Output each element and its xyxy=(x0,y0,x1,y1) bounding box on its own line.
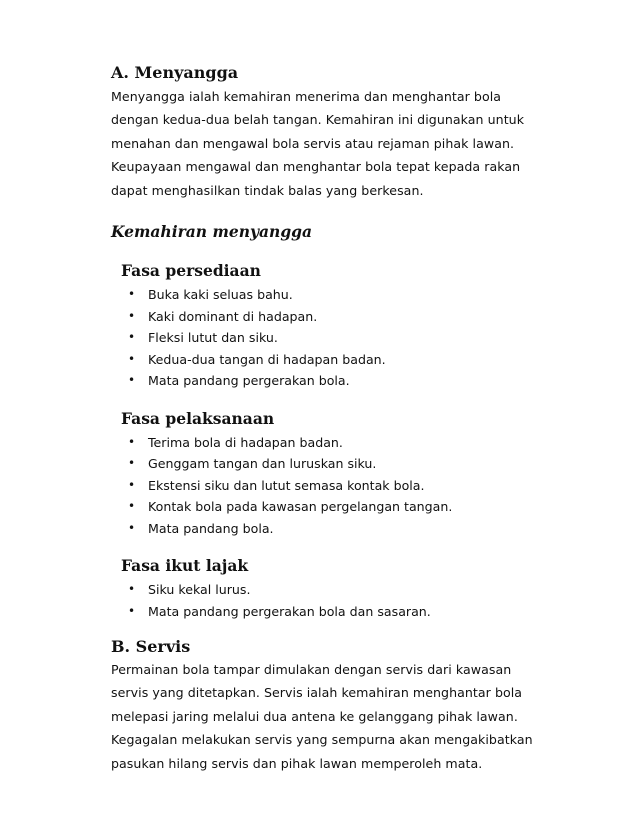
phase-follow-through xyxy=(121,555,581,622)
list-item-text: Kontak bola pada kawasan pergelangan tangan. xyxy=(148,499,453,515)
list-item xyxy=(121,496,581,518)
section-b xyxy=(111,636,581,775)
section-a-heading: A. Menyangga xyxy=(111,63,239,82)
list-item xyxy=(121,518,581,540)
phase-title: Fasa persediaan xyxy=(121,261,261,281)
list-item xyxy=(121,432,581,454)
list-item xyxy=(121,579,581,601)
list-item-text: Mata pandang pergerakan bola. xyxy=(148,373,350,389)
section-b-paragraph xyxy=(111,658,581,775)
bullet-icon: • xyxy=(128,582,136,597)
list-item xyxy=(121,475,581,497)
section-a-paragraph xyxy=(111,85,581,202)
list-item xyxy=(121,284,581,306)
paragraph-line: melepasi jaring melalui dua antena ke gelanggang pihak lawan. xyxy=(111,708,518,724)
bullet-icon: • xyxy=(128,477,136,492)
list-item-text: Mata pandang pergerakan bola dan sasaran. xyxy=(148,603,431,619)
skills-heading: Kemahiran menyangga xyxy=(111,222,313,242)
list-item-text: Kedua-dua tangan di hadapan badan. xyxy=(148,351,386,367)
list-item xyxy=(121,306,581,328)
list-item-text: Buka kaki seluas bahu. xyxy=(148,287,293,303)
list-item xyxy=(121,601,581,623)
paragraph-line: dengan kedua-dua belah tangan. Kemahiran ini digunakan untuk xyxy=(111,112,525,128)
bullet-icon: • xyxy=(128,520,136,535)
list-item xyxy=(121,453,581,475)
list-item-text: Kaki dominant di hadapan. xyxy=(148,308,318,324)
paragraph-line: Kegagalan melakukan servis yang sempurna akan mengakibatkan xyxy=(111,732,533,748)
list-item xyxy=(121,370,581,392)
paragraph-line: servis yang ditetapkan. Servis ialah kemahiran menghantar bola xyxy=(111,685,523,701)
bullet-icon: • xyxy=(128,373,136,388)
bullet-list xyxy=(121,432,581,540)
list-item xyxy=(121,349,581,371)
list-item-text: Fleksi lutut dan siku. xyxy=(148,330,278,346)
bullet-icon: • xyxy=(128,351,136,366)
paragraph-line: dapat menghasilkan tindak balas yang berkesan. xyxy=(111,182,424,198)
list-item-text: Terima bola di hadapan badan. xyxy=(148,434,343,450)
bullet-list xyxy=(121,579,581,622)
bullet-icon: • xyxy=(128,456,136,471)
paragraph-line: Keupayaan mengawal dan menghantar bola tepat kepada rakan xyxy=(111,159,521,175)
paragraph-line: pasukan hilang servis dan pihak lawan memperoleh mata. xyxy=(111,755,483,771)
section-b-heading: B. Servis xyxy=(111,637,191,657)
phase-title: Fasa pelaksanaan xyxy=(121,408,275,428)
paragraph-line: menahan dan mengawal bola servis atau rejaman pihak lawan. xyxy=(111,135,515,151)
phase-preparation xyxy=(121,260,581,392)
list-item-text: Siku kekal lurus. xyxy=(148,582,251,598)
skills-section xyxy=(111,221,581,622)
document-page xyxy=(111,62,581,775)
paragraph-line: Permainan bola tampar dimulakan dengan servis dari kawasan xyxy=(111,662,512,678)
bullet-icon: • xyxy=(128,330,136,345)
bullet-icon: • xyxy=(128,603,136,618)
bullet-icon: • xyxy=(128,287,136,302)
list-item-text: Genggam tangan dan luruskan siku. xyxy=(148,456,377,472)
list-item-text: Ekstensi siku dan lutut semasa kontak bola. xyxy=(148,477,425,493)
bullet-icon: • xyxy=(128,434,136,449)
list-item-text: Mata pandang bola. xyxy=(148,520,274,536)
bullet-list xyxy=(121,284,581,392)
list-item xyxy=(121,327,581,349)
phase-execution xyxy=(121,408,581,540)
bullet-icon: • xyxy=(128,308,136,323)
paragraph-line: Menyangga ialah kemahiran menerima dan menghantar bola xyxy=(111,89,502,104)
phase-title: Fasa ikut lajak xyxy=(121,556,249,576)
bullet-icon: • xyxy=(128,499,136,514)
section-a xyxy=(111,62,581,202)
